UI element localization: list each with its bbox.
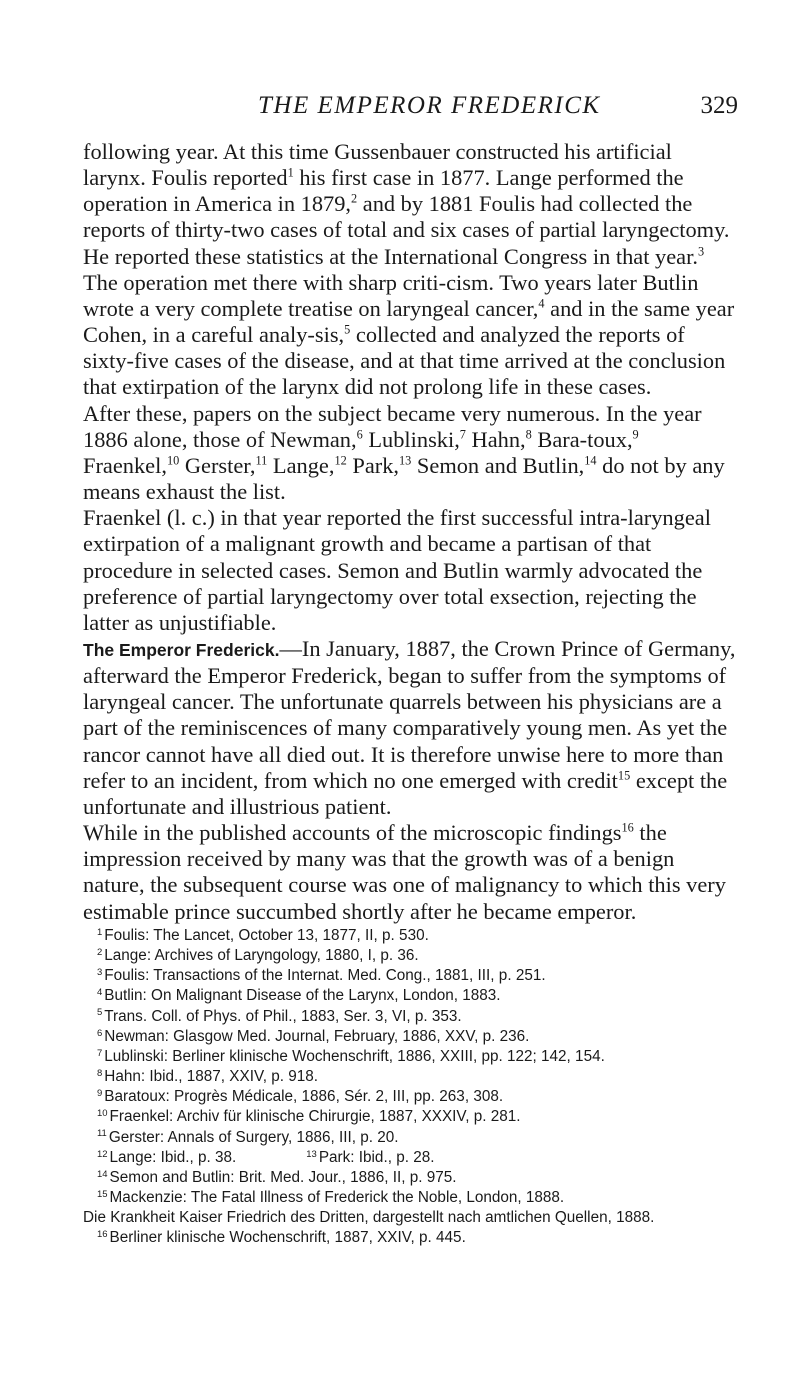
footnote-text: Lange: Archives of Laryngology, 1880, I, p. 36. — [104, 947, 419, 965]
footnote-text: Hahn: Ibid., 1887, XXIV, p. 918. — [104, 1068, 319, 1086]
footnote-number: 3 — [97, 967, 103, 979]
footnote-number: 14 — [97, 1168, 108, 1180]
footnote-ref: 2 — [351, 191, 358, 206]
text-run: After these, papers on the subject became very numerous. In the year 1886 alone, those of Newman, — [83, 400, 702, 452]
footnotes — [83, 926, 738, 1249]
running-title: THE EMPEROR FREDERICK — [258, 92, 601, 119]
footnote-number: 7 — [97, 1047, 103, 1059]
footnote-number: 16 — [97, 1229, 108, 1241]
footnote — [83, 1067, 738, 1087]
footnote-number: 12 — [97, 1148, 108, 1160]
running-head — [83, 92, 738, 124]
footnote-ref: 14 — [584, 453, 597, 468]
text-run: Lange, — [267, 452, 335, 478]
footnote-text: Baratoux: Progrès Médicale, 1886, Sér. 2, III, pp. 263, 308. — [104, 1088, 504, 1106]
footnote-number: 9 — [97, 1088, 103, 1100]
footnote — [83, 1027, 738, 1047]
footnote-number: 5 — [97, 1007, 103, 1019]
footnote-number: 15 — [97, 1188, 108, 1200]
footnote-ref: 7 — [459, 427, 466, 442]
footnote-ref: 12 — [334, 453, 347, 468]
footnote-text: Butlin: On Malignant Disease of the Larynx, London, 1883. — [104, 987, 501, 1005]
footnote-text: Foulis: The Lancet, October 13, 1877, II, p. 530. — [104, 927, 429, 944]
paragraph-5 — [83, 820, 738, 925]
text-run: —In January, 1887, the Crown Prince of Germany, afterward the Emperor Frederick, began to suffer from the symptoms of laryngeal cancer. The unfortunate quarrels between his physicians are a part of the reminiscences of many comparatively young men. As yet the rancor cannot have all died out. It is therefore unwise here to more than refer to an incident, from which no one emerged with credit — [83, 635, 736, 793]
footnote — [83, 1007, 738, 1027]
footnote-ref: 15 — [617, 768, 631, 783]
footnote — [83, 1047, 738, 1067]
footnote-text: Gerster: Annals of Surgery, 1886, III, p. 20. — [108, 1128, 399, 1146]
footnote — [83, 926, 738, 946]
footnote-number: 10 — [97, 1108, 108, 1120]
footnote-number: 2 — [97, 946, 103, 958]
text-run: following year. At this time Gussenbauer constructed his artificial larynx. Foulis reported — [83, 139, 672, 191]
footnote-ref: 5 — [344, 322, 351, 337]
footnote — [83, 946, 738, 966]
text-run: the impression received by many was that the growth was of a benign nature, the subsequent course was one of malignancy to which this very estimable prince succumbed shortly after he became emperor. — [83, 820, 726, 924]
footnote-ref: 6 — [356, 427, 363, 442]
text-run: Lublinski, — [362, 426, 460, 452]
text-run: and by 1881 Foulis had collected the reports of thirty-two cases of total and six cases of partial laryngectomy. He reported these statistics at the International Congress in that year. — [83, 191, 730, 269]
footnote — [83, 1168, 738, 1188]
text-run: The operation met there with sharp criti-cism. Two years later Butlin wrote a very complete treatise on laryngeal cancer, — [83, 269, 699, 321]
footnote-number: 6 — [97, 1027, 103, 1039]
footnote-text: Newman: Glasgow Med. Journal, February, 1886, XXV, p. 236. — [104, 1027, 530, 1045]
footnote-ref: 1 — [287, 165, 294, 180]
footnote-ref: 4 — [538, 296, 545, 311]
body-text — [83, 139, 738, 925]
page-number: 329 — [700, 92, 738, 119]
footnote-ref: 3 — [697, 244, 705, 259]
text-run: Fraenkel, — [83, 452, 167, 478]
footnote-ref: 11 — [255, 453, 268, 468]
footnote — [83, 1087, 738, 1107]
text-run: Park, — [346, 452, 400, 478]
footnote-ref: 16 — [621, 820, 634, 835]
footnote-text: Mackenzie: The Fatal Illness of Frederick the Noble, London, 1888. — [109, 1189, 565, 1207]
paragraph-1 — [83, 139, 738, 401]
footnote-number: 13 — [306, 1148, 317, 1160]
footnote-text: Trans. Coll. of Phys. of Phil., 1883, Ser. 3, VI, p. 353. — [104, 1007, 462, 1025]
footnote-ref: 9 — [632, 427, 639, 442]
footnote-text: Berliner klinische Wochenschrift, 1887, XXIV, p. 445. — [109, 1229, 466, 1247]
text-run: While in the published accounts of the microscopic findings — [83, 820, 622, 846]
footnote-text: Park: Ibid., p. 28. — [318, 1148, 435, 1166]
footnote-number: 8 — [97, 1067, 103, 1079]
footnote-text: Lange: Ibid., p. 38. — [109, 1148, 237, 1166]
text-run: Semon and Butlin, — [411, 452, 585, 478]
footnote — [83, 1228, 738, 1248]
section-heading: The Emperor Frederick. — [83, 639, 280, 660]
text-run: collected and analyzed the reports of sixty-five cases of the disease, and at that time arrived at the conclusion that extirpation of the larynx did not prolong life in these cases. — [83, 322, 726, 400]
paragraph-2 — [83, 401, 738, 506]
footnote-number: 11 — [97, 1128, 107, 1140]
footnote-number: 1 — [97, 926, 103, 938]
paragraph-4 — [83, 636, 738, 820]
footnote — [83, 1107, 738, 1127]
footnote — [83, 1128, 738, 1148]
footnote-text: Fraenkel: Archiv für klinische Chirurgie, 1887, XXXIV, p. 281. — [109, 1108, 521, 1126]
footnote-number: 4 — [97, 987, 103, 999]
footnote-ref: 13 — [399, 453, 412, 468]
footnote — [83, 1188, 738, 1208]
footnote-continuation: Die Krankheit Kaiser Friedrich des Dritten, dargestellt nach amtlichen Quellen, 1888. — [83, 1209, 655, 1227]
footnote-text: Semon and Butlin: Brit. Med. Jour., 1886, II, p. 975. — [109, 1168, 457, 1186]
footnote-ref: 10 — [166, 453, 180, 468]
text-run: Bara-toux, — [531, 426, 633, 452]
text-run: do not by any means exhaust the list. — [83, 452, 725, 505]
text-run: Hahn, — [465, 426, 526, 452]
footnote-pair — [83, 1148, 738, 1168]
text-run: Gerster, — [179, 452, 256, 478]
footnote-text: Foulis: Transactions of the Internat. Med. Cong., 1881, III, p. 251. — [104, 967, 546, 985]
text-run: his first case in 1877. Lange performed the operation in America in 1879, — [83, 165, 684, 217]
text-run: and in the same year Cohen, in a careful analy-sis, — [83, 295, 735, 348]
footnote — [83, 966, 738, 986]
text-run: except the unfortunate and illustrious patient. — [83, 767, 728, 819]
paragraph-3: Fraenkel (l. c.) in that year reported the first successful intra-laryngeal extirpation of a malignant growth and became a partisan of that procedure in selected cases. Semon and Butlin warmly advocated the preference of partial laryngectomy over total exsection, rejecting the latter as unjustifiable. — [83, 505, 711, 635]
footnote-ref: 8 — [525, 427, 532, 442]
footnote-text: Lublinski: Berliner klinische Wochenschrift, 1886, XXIII, pp. 122; 142, 154. — [104, 1047, 605, 1065]
footnote — [83, 986, 738, 1006]
